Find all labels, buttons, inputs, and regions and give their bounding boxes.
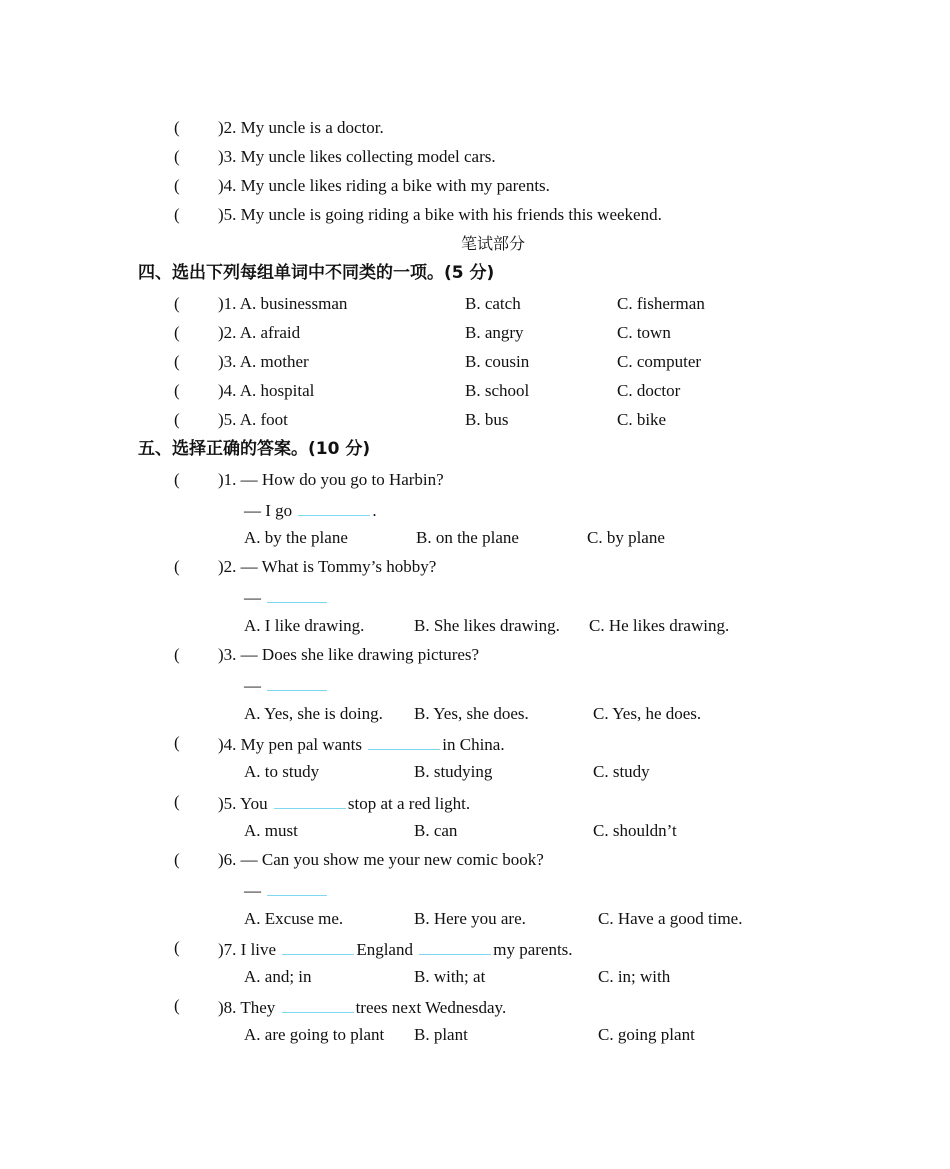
- question-text-pre: My pen pal wants: [240, 735, 363, 754]
- answer-paren: (: [174, 410, 180, 429]
- option-a: A. hospital: [239, 381, 315, 400]
- fill-blank[interactable]: [282, 938, 354, 955]
- question-number: )1.: [218, 294, 237, 313]
- option-c: C. Have a good time.: [598, 909, 743, 928]
- option-b: B. school: [465, 381, 530, 400]
- question-text-pre: You: [240, 794, 268, 813]
- question-text-post: my parents.: [493, 940, 573, 959]
- question-text-post: trees next Wednesday.: [355, 998, 507, 1017]
- question-number: )3.: [218, 352, 237, 371]
- option-b: B. angry: [465, 323, 524, 342]
- answer-prefix: —: [244, 881, 261, 900]
- option-a: A. afraid: [239, 323, 301, 342]
- answer-paren: (: [174, 557, 180, 576]
- section-4-heading: 四、选出下列每组单词中不同类的一项。(5 分): [138, 263, 495, 283]
- option-c: C. shouldn’t: [593, 821, 677, 840]
- question-text-pre: I live: [240, 940, 277, 959]
- question-number: )5.: [218, 794, 237, 813]
- question-number: )3.: [218, 147, 237, 166]
- fill-blank[interactable]: [368, 733, 440, 750]
- answer-paren: (: [174, 792, 180, 811]
- option-b: B. Here you are.: [414, 909, 526, 928]
- option-b: B. She likes drawing.: [414, 616, 560, 635]
- option-c: C. study: [593, 762, 650, 781]
- answer-paren: (: [174, 176, 180, 195]
- option-c: C. by plane: [587, 528, 665, 547]
- option-b: B. on the plane: [416, 528, 519, 547]
- answer-paren: (: [174, 205, 180, 224]
- option-c: C. doctor: [617, 381, 681, 400]
- option-b: B. cousin: [465, 352, 530, 371]
- question-number: )8.: [218, 998, 237, 1017]
- answer-prefix: —: [244, 676, 261, 695]
- answer-paren: (: [174, 470, 180, 489]
- question-number: )1.: [218, 470, 237, 489]
- answer-prefix: — I go: [244, 501, 293, 520]
- option-c: C. town: [617, 323, 671, 342]
- question-number: )4.: [218, 381, 237, 400]
- question-text: My uncle is a doctor.: [240, 118, 384, 137]
- question-text-post: stop at a red light.: [347, 794, 471, 813]
- answer-paren: (: [174, 645, 180, 664]
- fill-blank[interactable]: [267, 586, 327, 603]
- option-c: C. fisherman: [617, 294, 705, 313]
- question-number: )3.: [218, 645, 237, 664]
- option-a: A. and; in: [244, 967, 312, 986]
- answer-paren: (: [174, 850, 180, 869]
- question-number: )7.: [218, 940, 237, 959]
- option-b: B. Yes, she does.: [414, 704, 529, 723]
- answer-suffix: .: [372, 501, 377, 520]
- option-a: A. I like drawing.: [244, 616, 365, 635]
- question-number: )5.: [218, 410, 237, 429]
- option-a: A. Yes, she is doing.: [244, 704, 383, 723]
- question-text: — Can you show me your new comic book?: [240, 850, 544, 869]
- question-text: My uncle likes riding a bike with my parents.: [240, 176, 550, 195]
- question-text: My uncle likes collecting model cars.: [240, 147, 496, 166]
- answer-paren: (: [174, 323, 180, 342]
- option-c: C. Yes, he does.: [593, 704, 702, 723]
- option-c: C. computer: [617, 352, 702, 371]
- answer-paren: (: [174, 938, 180, 957]
- question-text-pre: They: [240, 998, 276, 1017]
- question-text-post: in China.: [442, 735, 505, 754]
- answer-paren: (: [174, 996, 180, 1015]
- option-a: A. are going to plant: [244, 1025, 385, 1044]
- option-b: B. can: [414, 821, 458, 840]
- option-b: B. bus: [465, 410, 509, 429]
- fill-blank[interactable]: [298, 499, 370, 516]
- answer-paren: (: [174, 294, 180, 313]
- option-a: A. mother: [239, 352, 309, 371]
- question-number: )2.: [218, 118, 237, 137]
- question-number: )5.: [218, 205, 237, 224]
- answer-paren: (: [174, 352, 180, 371]
- option-b: B. catch: [465, 294, 521, 313]
- option-b: B. studying: [414, 762, 493, 781]
- answer-paren: (: [174, 147, 180, 166]
- option-a: A. foot: [239, 410, 288, 429]
- answer-paren: (: [174, 118, 180, 137]
- written-part-title: 笔试部分: [460, 234, 525, 253]
- option-a: A. businessman: [239, 294, 348, 313]
- question-number: )4.: [218, 176, 237, 195]
- option-b: B. with; at: [414, 967, 486, 986]
- question-text-mid: England: [356, 940, 413, 959]
- option-a: A. Excuse me.: [244, 909, 344, 928]
- answer-paren: (: [174, 733, 180, 752]
- fill-blank[interactable]: [267, 879, 327, 896]
- fill-blank[interactable]: [419, 938, 491, 955]
- answer-prefix: —: [244, 588, 261, 607]
- question-text: — How do you go to Harbin?: [240, 470, 444, 489]
- question-text: — What is Tommy’s hobby?: [240, 557, 437, 576]
- option-c: C. in; with: [598, 967, 671, 986]
- fill-blank[interactable]: [274, 792, 346, 809]
- option-a: A. must: [244, 821, 298, 840]
- question-text: — Does she like drawing pictures?: [240, 645, 480, 664]
- option-b: B. plant: [414, 1025, 468, 1044]
- question-text: My uncle is going riding a bike with his friends this weekend.: [240, 205, 662, 224]
- answer-paren: (: [174, 381, 180, 400]
- option-c: C. He likes drawing.: [589, 616, 730, 635]
- fill-blank[interactable]: [267, 674, 327, 691]
- question-number: )2.: [218, 323, 237, 342]
- question-number: )6.: [218, 850, 237, 869]
- option-a: A. by the plane: [244, 528, 348, 547]
- option-c: C. bike: [617, 410, 667, 429]
- question-number: )2.: [218, 557, 237, 576]
- option-a: A. to study: [244, 762, 320, 781]
- option-c: C. going plant: [598, 1025, 695, 1044]
- fill-blank[interactable]: [282, 996, 354, 1013]
- section-5-heading: 五、选择正确的答案。(10 分): [138, 439, 371, 459]
- question-number: )4.: [218, 735, 237, 754]
